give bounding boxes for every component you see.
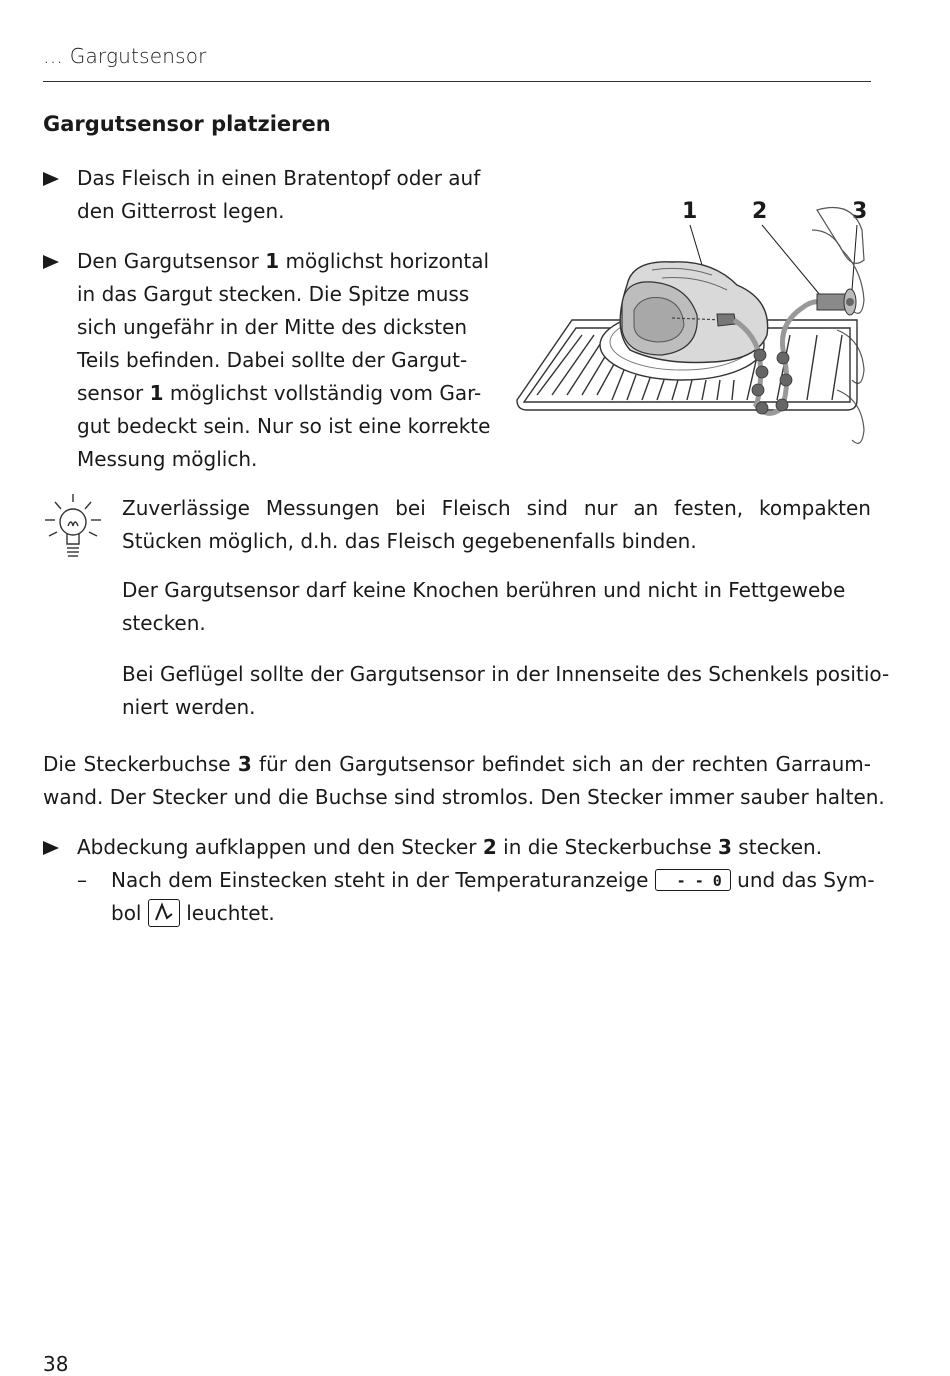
temperature-display: - - 0 [655, 869, 731, 891]
lightbulb-icon [43, 490, 103, 568]
label-3: 3 [852, 199, 868, 224]
bullet-place-meat [43, 162, 480, 228]
bullet-text: Das Fleisch in einen Bratentopf oder auf den Gitterrost legen. [77, 166, 481, 223]
tip-paragraph-3: Bei Geflügel sollte der Gargutsensor in der Innenseite des Schenkels positio- niert werden. [122, 662, 890, 719]
tip-paragraph-1: Zuverlässige Messungen bei Fleisch sind nur an festen, kompakten Stücken möglich, d.h. das Fleisch gegebenenfalls binden. [122, 496, 871, 553]
section-title: Gargutsensor platzieren [43, 112, 331, 136]
page-header: … Gargutsensor [43, 44, 207, 68]
sensor-handle [717, 314, 736, 326]
sub-step: – Nach dem Einstecken steht in der Temperaturanzeige - - 0 und das Sym- [77, 868, 875, 892]
header-rule [43, 81, 871, 82]
socket-paragraph: Die Steckerbuchse 3 für den Gargutsensor befindet sich an der rechten Garraum- wand. Der Stecker und die Buchse sind stromlos. Den Stecker immer sauber halten. [43, 752, 885, 809]
page-number: 38 [43, 1352, 69, 1376]
sub-step-cont: bol leuchtet. [111, 897, 871, 930]
oven-wall [812, 208, 864, 444]
plug [817, 294, 847, 310]
bullet-insert-sensor [43, 245, 490, 476]
bullet-arrow-icon [43, 172, 59, 186]
roast-meat [620, 262, 767, 363]
tip-paragraph-2: Der Gargutsensor darf keine Knochen berühren und nicht in Fettgewebe stecken. [122, 578, 846, 635]
label-1: 1 [682, 199, 698, 224]
probe-symbol-icon [148, 899, 180, 927]
label-2: 2 [752, 199, 768, 224]
bullet-text: Den Gargutsensor 1 möglichst horizontal in das Gargut stecken. Die Spitze muss sich ungefähr in der Mitte des dicksten Teils befinden. Dabei sollte der Gargut- sensor 1 möglichst vollständig vom Gar- gut bedeckt sein. Nur so ist eine korrekte Messung möglich. [77, 249, 491, 471]
bullet-arrow-icon [43, 255, 59, 269]
bullet-plug-in [43, 831, 875, 930]
bullet-arrow-icon [43, 841, 59, 855]
bullet-text: Abdeckung aufklappen und den Stecker 2 in die Steckerbuchse 3 stecken. – Nach dem Einstecken steht in der Temperaturanzeige - - 0 und das Sym- bol leuchtet. [77, 831, 871, 930]
sensor-placement-illustration [512, 190, 872, 455]
